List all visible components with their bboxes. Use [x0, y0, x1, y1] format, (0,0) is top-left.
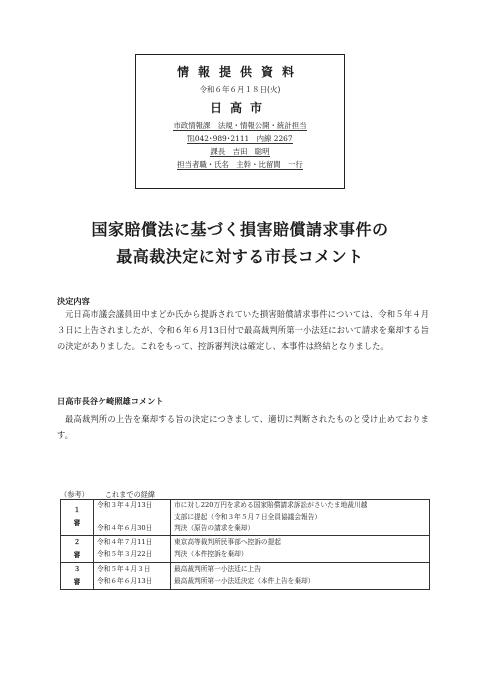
phone: ℡042･989･2111 内線 2267	[187, 134, 293, 143]
event-cell: 東京高等裁判所民事部へ控訴の提起 判決（本件控訴を棄却）	[171, 535, 430, 562]
instance-cell: ３ 審	[61, 562, 94, 589]
instance-cell: １ 審	[61, 500, 94, 536]
table-row	[61, 535, 430, 562]
history-title: これまでの経緯	[104, 490, 156, 499]
reference-label: （参考）	[60, 490, 89, 499]
headline-line-1: 国家賠償法に基づく損害賠償請求事件の	[91, 220, 389, 239]
history-table	[60, 499, 430, 590]
table-row	[61, 500, 430, 536]
info-title: 情報提供資料	[176, 65, 303, 79]
instance-cell: ２ 審	[61, 535, 94, 562]
city-name: 日高市	[209, 101, 270, 115]
comment-body: 最高裁判所の上告を棄却する旨の決定につきまして、適切に判断されたものと受け止めております。	[57, 414, 429, 440]
department: 市政情報課 法規・情報公開・統計担当	[173, 121, 307, 130]
date-cell: 令和４年７月11日 令和５年３月22日	[94, 535, 171, 562]
info-box	[135, 54, 345, 189]
headline-line-2: 最高裁決定に対する市長コメント	[116, 247, 364, 266]
contact-staff: 担当者職・氏名 主幹・比留間 一行	[177, 160, 303, 169]
date-cell: 令和５年４月３日 令和６年６月13日	[94, 562, 171, 589]
date-cell: 令和３年４月13日 令和４年６月30日	[94, 500, 171, 536]
event-cell: 市に対し220万円を求める国家賠償請求訴訟がさいたま地裁川越 支部に提起（令和３年５月７日全員協議会報告） 判決（原告の請求を棄却）	[171, 500, 430, 536]
comment-heading: 日高市長谷ケ崎照雄コメント	[57, 396, 164, 406]
decision-body: 元日高市議会議員田中まどか氏から提訴されていた損害賠償請求事件については、令和５年４月３日に上告されましたが、令和６年６月13日付で最高裁判所第一小法廷において請求を棄却する旨の決定がありました。これをもって、控訴審判決は確定し、本事件は終結となりました。	[57, 309, 429, 351]
table-row	[61, 562, 430, 589]
event-cell: 最高裁判所第一小法廷に上告 最高裁判所第一小法廷決定（本件上告を棄却）	[171, 562, 430, 589]
decision-heading: 決定内容	[57, 296, 90, 306]
info-date: 令和６年６月１８日(火)	[199, 85, 281, 94]
section-chief: 課長 吉田 聡明	[210, 147, 270, 156]
